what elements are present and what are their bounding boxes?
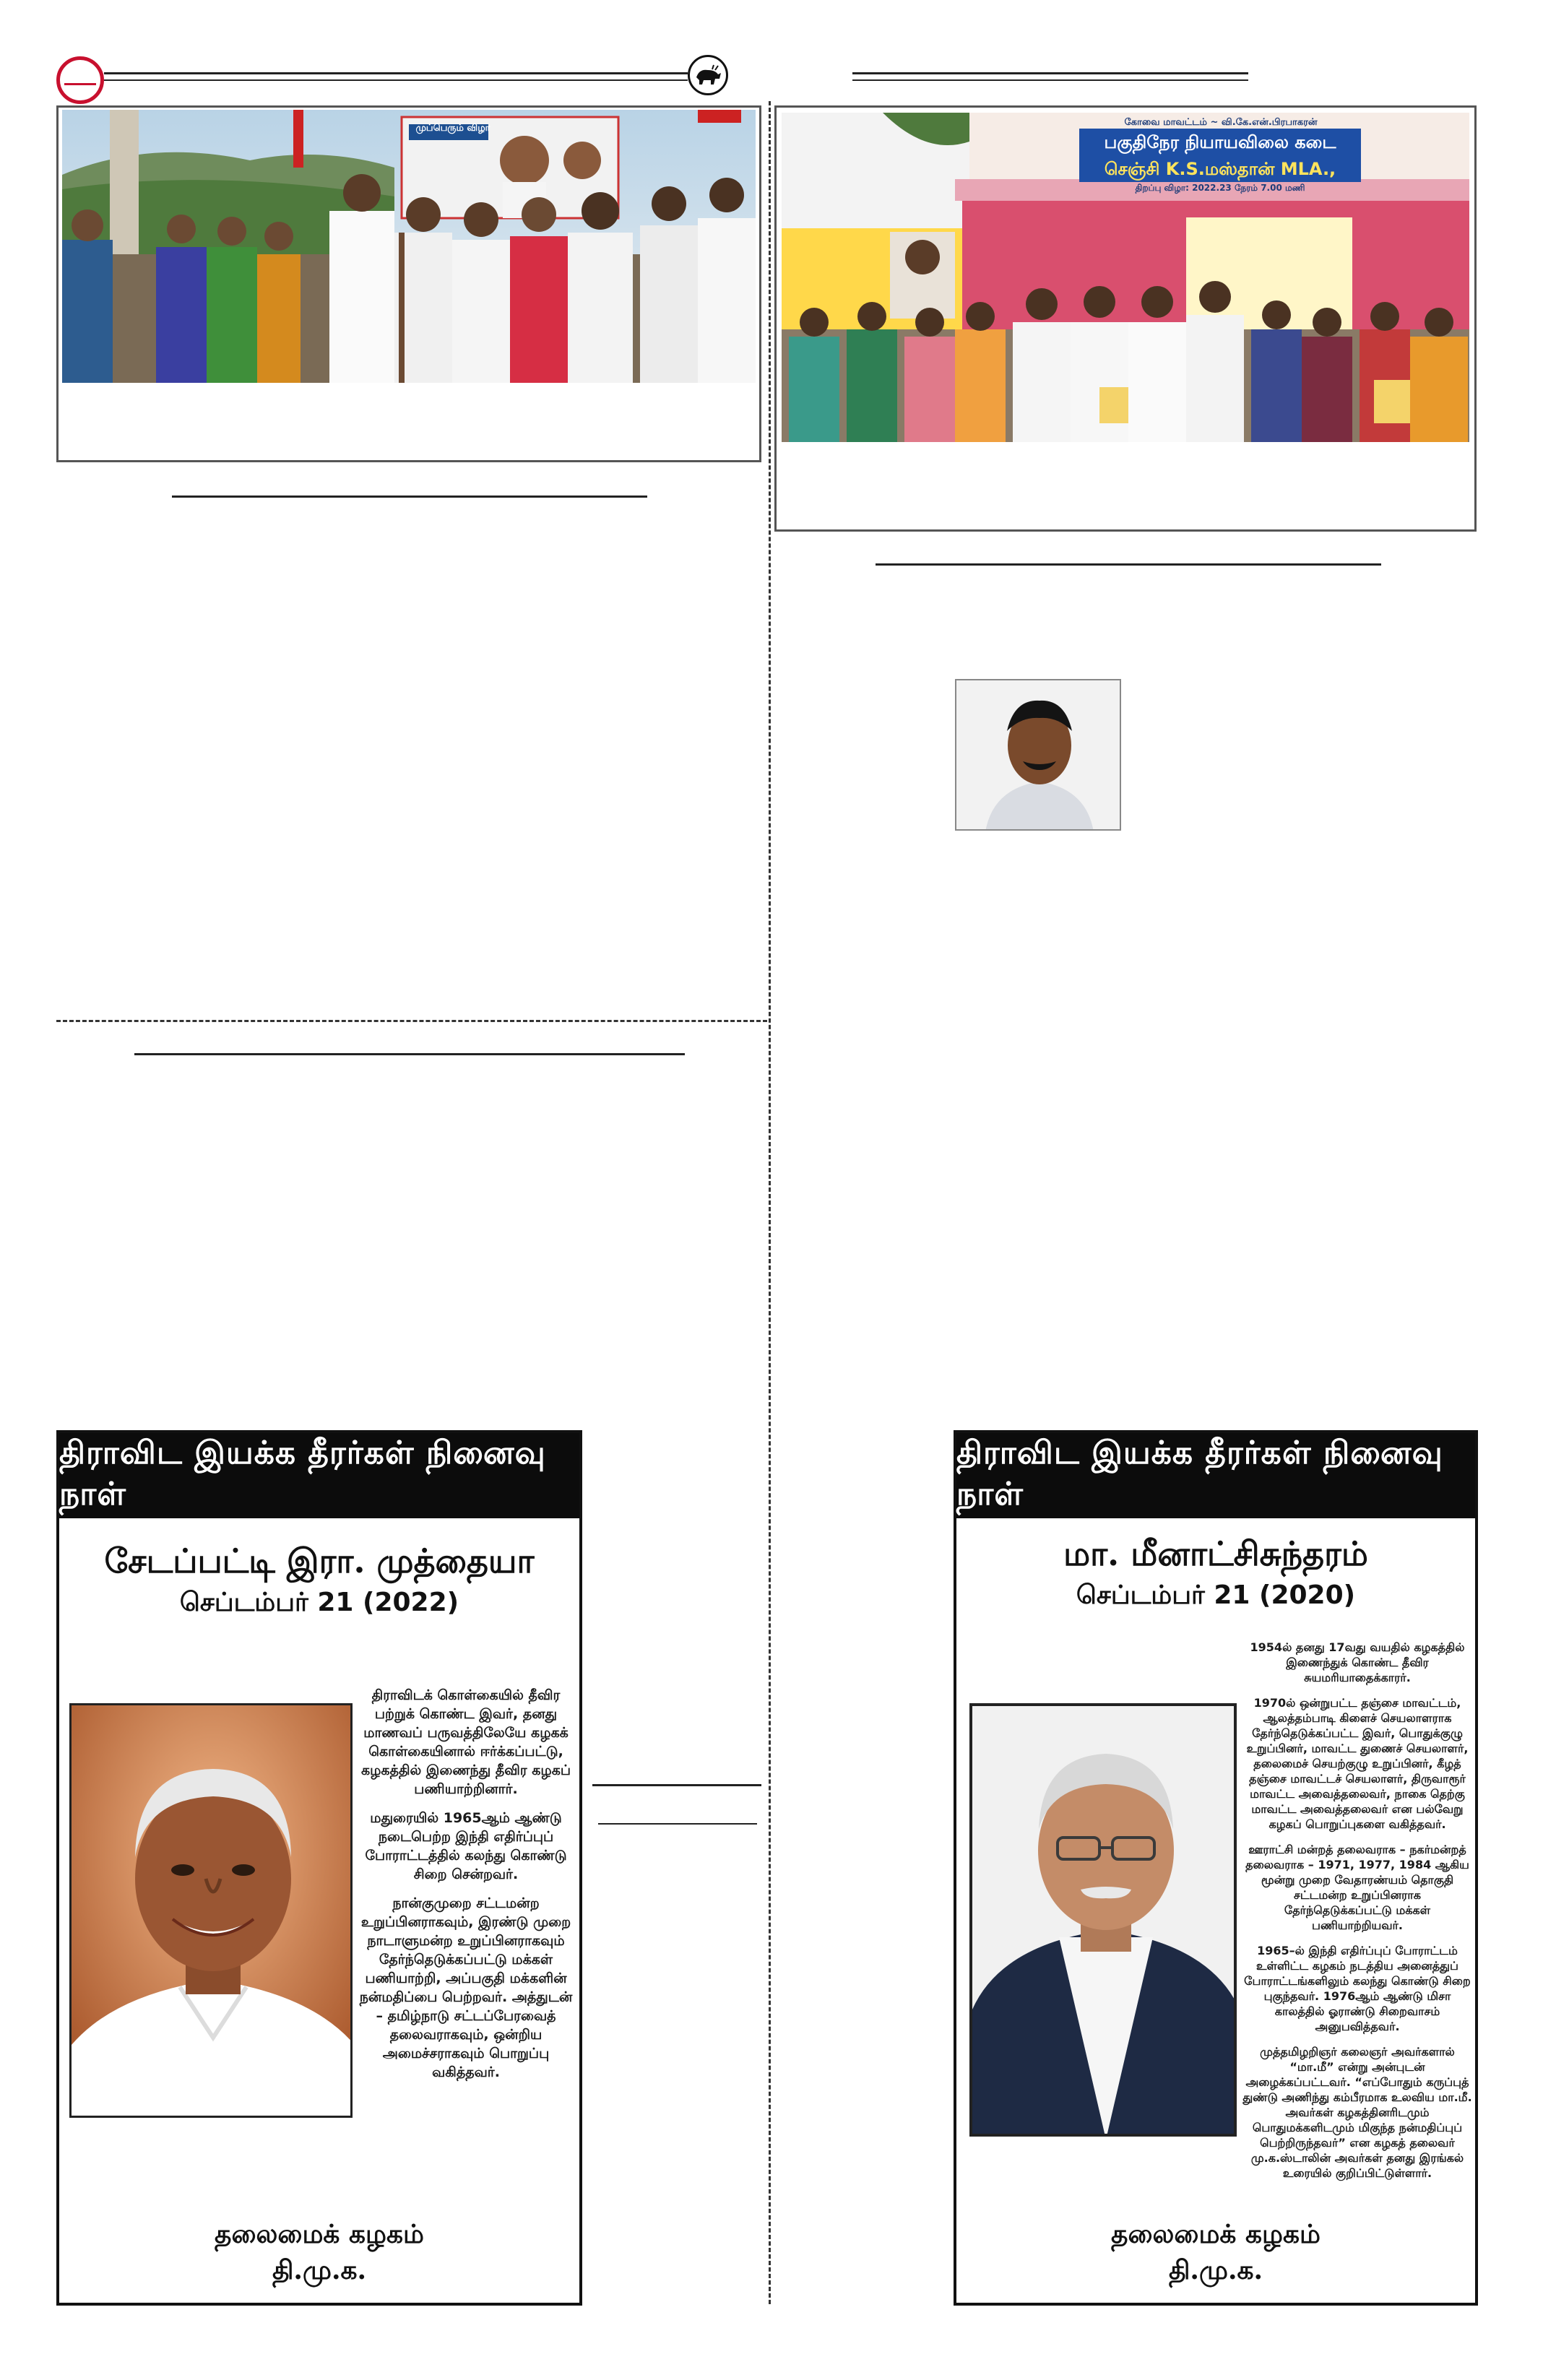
memorial-left-name: சேடப்பட்டி இரா. முத்தையா [104, 1541, 535, 1580]
memorial-right-portrait-art [972, 1706, 1237, 2137]
header-rule-left [104, 72, 688, 74]
small-portrait [955, 679, 1121, 831]
memorial-right-bio-para-4: 1965–ல் இந்தி எதிர்ப்புப் போராட்டம் உள்ளிட்ட கழகம் நடத்திய அனைத்துப் போராட்டங்களிலும் கலந்து கொண்டு சிறை புகுந்தவர். 1976ஆம் ஆண்டு மிசா காலத்தில் ஓராண்டு சிறைவாசம் அனுபவித்தவர். [1244, 1944, 1471, 2033]
memorial-right-date: செப்டம்பர் 21 (2020) [1076, 1580, 1356, 1610]
party-logo-icon [56, 56, 104, 104]
column-divider [769, 101, 771, 2304]
memorial-card-right [954, 1430, 1478, 2306]
header-rule-right-2 [852, 79, 1248, 81]
rule-left-mid [134, 1053, 685, 1055]
memorial-left-portrait [69, 1703, 353, 2118]
header-rule-left-2 [104, 79, 688, 81]
shop-sign-main: பகுதிநேர நியாயவிலை கடை [1079, 129, 1361, 156]
photo-left-scene [62, 110, 756, 383]
memorial-right-header: திராவிட இயக்க தீரர்கள் நினைவு நாள் [956, 1433, 1475, 1518]
rule-under-photo-right [876, 563, 1381, 566]
memorial-right-bio-para-3: ஊராட்சி மன்றத் தலைவராக – நகர்மன்றத் தலைவராக – 1971, 1977, 1984 ஆகிய மூன்று முறை வேதாரண்யம் தொகுதி சட்டமன்ற உறுப்பினராக தேர்ந்தெடுக்கப்பட்டு மக்கள் பணியாற்றியவர். [1245, 1843, 1469, 1932]
memorial-left-bio-para-2: மதுரையில் 1965ஆம் ஆண்டு நடைபெற்ற இந்தி எதிர்ப்புப் போராட்டத்தில் கலந்து கொண்டு சிறை சென்றவர். [365, 1810, 567, 1882]
memorial-right-bio-para-5: முத்தமிழறிஞர் கலைஞர் அவர்களால் “மா.மீ” என்று அன்புடன் அழைக்கப்பட்டவர். “எப்போதும் கருப்புத் துண்டு அணிந்து கம்பீரமாக உலவிய மா.மீ. அவர்கள் கழகத்தினரிடமும் பொதுமக்களிடமும் மிகுந்த நன்மதிப்புப் பெற்றிருந்தவர்” என கழகத் தலைவர் மு.க.ஸ்டாலின் அவர்கள் தனது இரங்கல் உரையில் குறிப்பிட்டுள்ளார். [1242, 2045, 1472, 2180]
memorial-left-bio [355, 1686, 576, 2092]
shop-sign-top: கோவை மாவட்டம் ~ வி.கே.என்.பிரபாகரன் [1124, 117, 1318, 128]
memorial-right-bio [1242, 1640, 1472, 2191]
memorial-right-name: மா. மீனாட்சிசுந்தரம் [1063, 1534, 1368, 1573]
shop-sign-bottom: திறப்பு விழா: 2022.23 நேரம் 7.00 மணி [1135, 183, 1305, 193]
header-rule-right [852, 72, 1248, 74]
memorial-right-footer [956, 2216, 1475, 2288]
bull-emblem-icon [688, 55, 728, 95]
rule-small-1 [592, 1784, 761, 1786]
small-portrait-photo [956, 680, 1121, 831]
rule-small-2 [598, 1823, 757, 1825]
memorial-left-bio-para-1: திராவிடக் கொள்கையில் தீவிர பற்றுக் கொண்ட இவர், தனது மாணவப் பருவத்திலேயே கழகக் கொள்கையினால் ஈர்க்கப்பட்டு, கழகத்தில் இணைந்து தீவிர கழகப் பணியாற்றினார். [360, 1687, 571, 1797]
memorial-card-left [56, 1430, 582, 2306]
memorial-right-footer-party: தி.மு.க. [1168, 2255, 1263, 2285]
memorial-right-bio-para-1: 1954ல் தனது 17வது வயதில் கழகத்தில் இணைந்துக் கொண்ட தீவிர சுயமரியாதைக்காரர். [1250, 1640, 1465, 1684]
memorial-left-footer-org: தலைமைக் கழகம் [215, 2219, 424, 2249]
memorial-left-portrait-art [72, 1705, 353, 2118]
memorial-right-portrait [969, 1703, 1237, 2137]
memorial-right-footer-org: தலைமைக் கழகம் [1111, 2219, 1321, 2249]
shop-sign-name: செஞ்சி K.S.மஸ்தான் MLA., [1079, 156, 1361, 182]
photo-left [62, 110, 756, 383]
memorial-right-bio-para-2: 1970ல் ஒன்றுபட்ட தஞ்சை மாவட்டம், ஆலத்தம்பாடி கிளைச் செயலாளராக தேர்ந்தெடுக்கப்பட்ட இவர், பொதுக்குழு உறுப்பினர், மாவட்ட துணைச் செயலாளர், தலைமைச் செயற்குழு உறுப்பினர், கீழத் தஞ்சை மாவட்டச் செயலாளர், திருவாரூர் மாவட்ட அவைத்தலைவர், நாகை தெற்கு மாவட்ட அவைத்தலைவர் என பல்வேறு கழகப் பொறுப்புகளை வகித்தவர். [1246, 1696, 1469, 1831]
memorial-left-footer [59, 2216, 579, 2288]
photo-left-banner: முப்பெரும் விழா [415, 123, 490, 134]
memorial-left-bio-para-3: நான்குமுறை சட்டமன்ற உறுப்பினராகவும், இரண்டு முறை நாடாளுமன்ற உறுப்பினராகவும் தேர்ந்தெடுக்கப்பட்டு மக்கள் பணியாற்றி, அப்பகுதி மக்களின் நன்மதிப்பை பெற்றவர். அத்துடன் – தமிழ்நாடு சட்டப்பேரவைத் தலைவராகவும், ஒன்றிய அமைச்சராகவும் பொறுப்பு வகித்தவர். [359, 1895, 573, 2080]
left-section-divider [56, 1020, 767, 1022]
rule-under-photo-left [172, 496, 647, 498]
memorial-left-date: செப்டம்பர் 21 (2022) [179, 1588, 459, 1617]
memorial-left-footer-party: தி.மு.க. [272, 2255, 367, 2285]
memorial-left-header: திராவிட இயக்க தீரர்கள் நினைவு நாள் [59, 1433, 579, 1518]
photo-right [782, 113, 1469, 442]
